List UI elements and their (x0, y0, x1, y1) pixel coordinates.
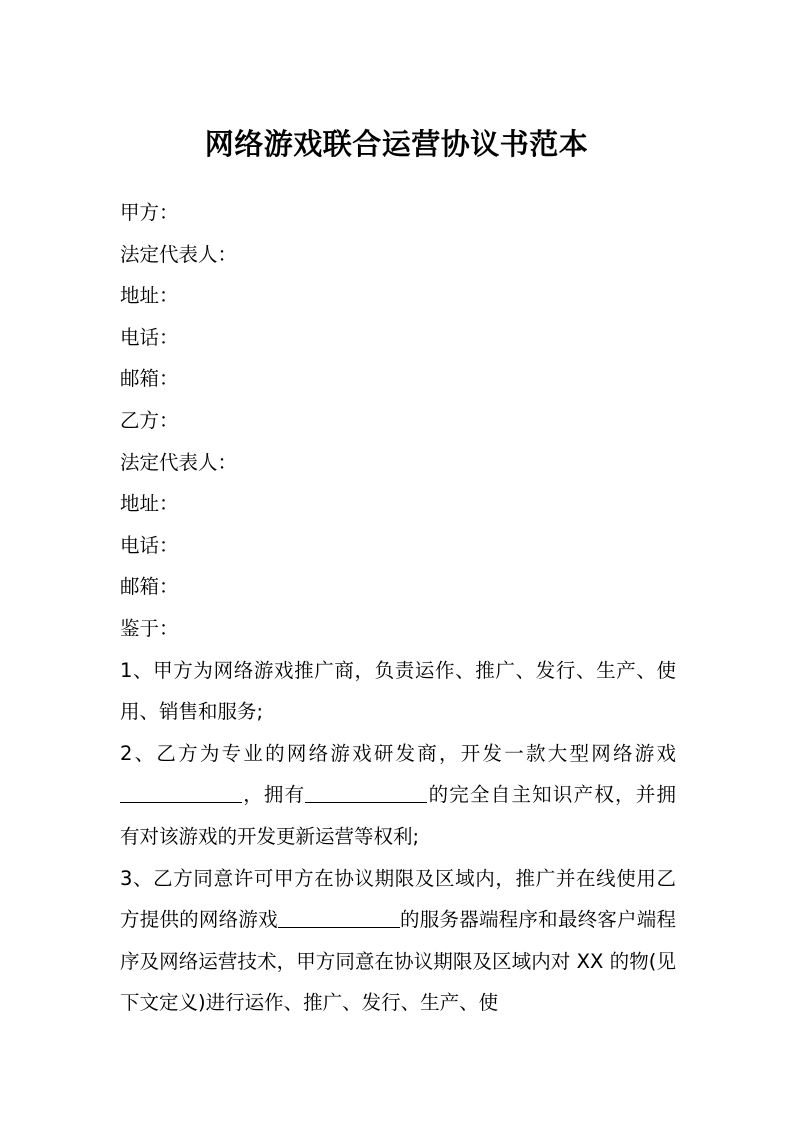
clause-2-text-part2: ，拥有 (242, 783, 306, 807)
clause-2 (120, 733, 676, 858)
licensed-game-blank (278, 926, 400, 928)
document-body (120, 192, 676, 1024)
party-b-phone-label: 电话： (120, 533, 179, 557)
clause-3 (120, 858, 676, 1024)
clause-3-text-part2: 的服务器端程序和最终客户端程序及网络运营技术，甲方同意在协议期限及区域内对 XX 的物(见下文定义)进行运作、推广、发行、生产、使 (120, 908, 676, 1015)
game-name-blank (120, 801, 242, 803)
party-a-address-label: 地址： (120, 284, 179, 308)
document-title: 网络游戏联合运营协议书范本 (204, 127, 589, 161)
clause-2-text-part1: 2、乙方为专业的网络游戏研发商，开发一款大型网络游戏 (120, 741, 676, 765)
party-b-email-label: 邮箱： (120, 575, 179, 599)
party-a-email-label: 邮箱： (120, 367, 179, 391)
clause-1 (120, 650, 676, 733)
clause-2-text-part3: 的完全自主知识产权，并拥有对该游戏的开发更新运营等权利; (120, 783, 676, 848)
party-a-phone-label: 电话： (120, 325, 179, 349)
party-b-representative-label: 法定代表人： (120, 450, 238, 474)
party-b-label: 乙方： (120, 408, 179, 432)
clause-3-text-part1: 3、乙方同意许可甲方在协议期限及区域内，推广并在线使用乙方提供的网络游戏 (120, 866, 676, 932)
party-a-representative-label: 法定代表人： (120, 242, 238, 266)
party-a-label: 甲方： (120, 201, 179, 224)
whereas-label: 鉴于： (120, 616, 179, 640)
ip-owner-blank (305, 801, 427, 803)
clause-1-text: 1、甲方为网络游戏推广商，负责运作、推广、发行、生产、使用、销售和服务; (120, 658, 676, 724)
party-b-address-label: 地址： (120, 492, 179, 516)
